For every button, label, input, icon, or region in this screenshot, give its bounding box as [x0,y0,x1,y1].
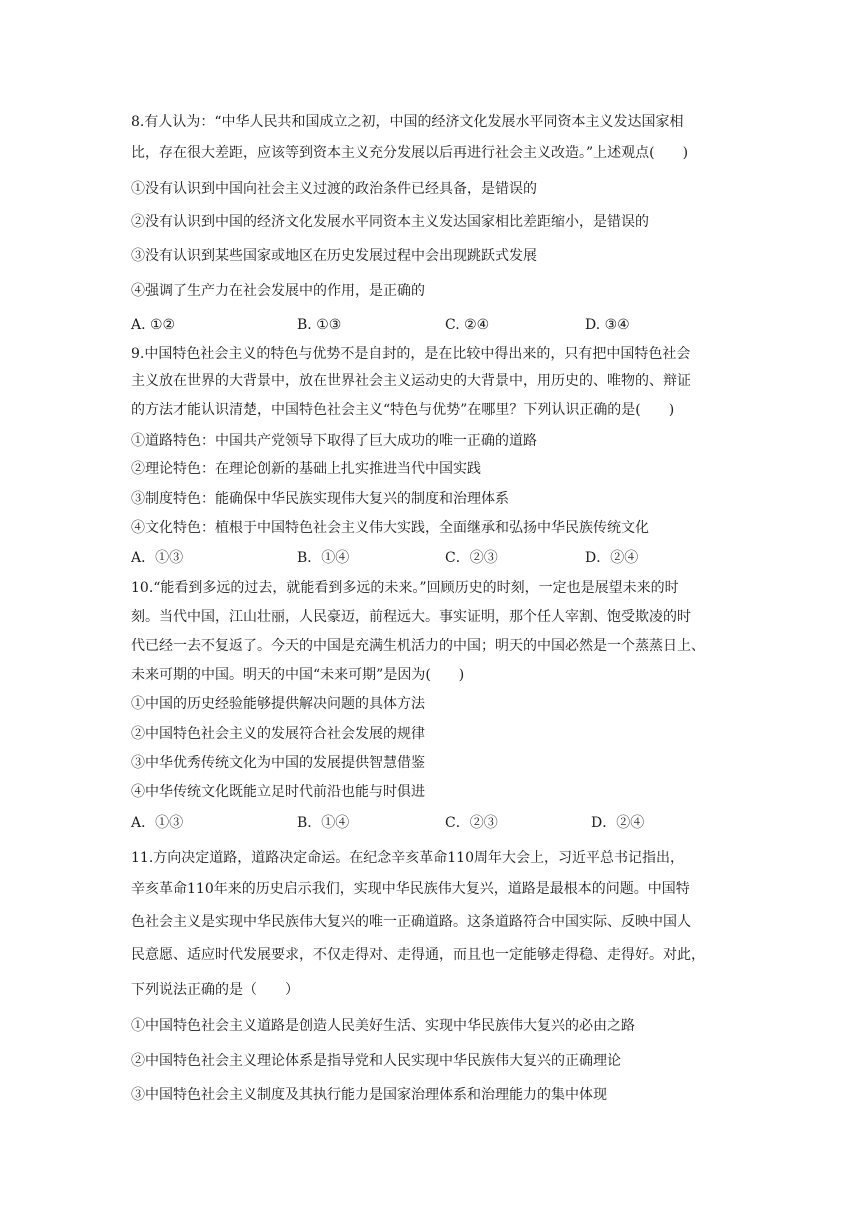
question-10-option-a[interactable]: A．①③ [131,815,184,831]
question-10-statement-4: ④中华传统文化既能立足时代前沿也能与时俱进 [131,784,425,800]
question-8-option-b[interactable]: B. ①③ [297,317,342,333]
question-9-option-d[interactable]: D．②④ [585,550,639,566]
question-9-options [131,549,731,567]
question-8-stem-line-1: 8.有人认为：“中华人民共和国成立之初，中国的经济文化发展水平同资本主义发达国家相 [131,114,684,130]
question-11-stem-line-1: 11.方向决定道路，道路决定命运。在纪念辛亥革命110周年大会上，习近平总书记指出， [131,850,684,866]
question-8-statement-2: ②没有认识到中国的经济文化发展水平同资本主义发达国家相比差距缩小，是错误的 [131,214,649,230]
question-8-statement-4: ④强调了生产力在社会发展中的作用，是正确的 [131,283,425,299]
question-9-statement-3: ③制度特色：能确保中华民族实现伟大复兴的制度和治理体系 [131,491,509,507]
question-9-stem-line-1: 9.中国特色社会主义的特色与优势不是自封的，是在比较中得出来的，只有把中国特色社会 [131,346,691,362]
question-10-option-d[interactable]: D．②④ [591,815,645,831]
question-8-stem-line-2: 比，存在很大差距，应该等到资本主义充分发展以后再进行社会主义改造。”上述观点( ) [131,145,689,161]
question-9-statement-4: ④文化特色：植根于中国特色社会主义伟大实践，全面继承和弘扬中华民族传统文化 [131,520,649,536]
question-11-statement-2: ②中国特色社会主义理论体系是指导党和人民实现中华民族伟大复兴的正确理论 [131,1053,621,1069]
question-11-stem-line-2: 辛亥革命110年来的历史启示我们，实现中华民族伟大复兴，道路是最根本的问题。中国特 [131,881,690,897]
question-9-stem-line-2: 主义放在世界的大背景中，放在世界社会主义运动史的大背景中，用历史的、唯物的、辩证 [131,373,691,389]
question-8-option-d[interactable]: D. ③④ [585,317,630,333]
question-10-options [131,814,731,832]
question-10-statement-1: ①中国的历史经验能够提供解决问题的具体方法 [131,696,425,712]
question-8-statement-3: ③没有认识到某些国家或地区在历史发展过程中会出现跳跃式发展 [131,248,537,264]
question-10-stem-line-1: 10.“能看到多远的过去，就能看到多远的未来。”回顾历史的时刻，一定也是展望未来的时 [131,580,679,596]
question-10-stem-line-4: 未来可期的中国。明天的中国“未来可期”是因为( ) [131,667,465,683]
question-8-options [131,316,731,334]
question-10-statement-3: ③中华优秀传统文化为中国的发展提供智慧借鉴 [131,755,425,771]
question-10-option-b[interactable]: B．①④ [297,815,350,831]
question-9-option-b[interactable]: B．①④ [297,550,350,566]
question-11-stem-line-4: 民意愿、适应时代发展要求，不仅走得对、走得通，而且也一定能够走得稳、走得好。对此， [131,947,705,963]
question-11-statement-3: ③中国特色社会主义制度及其执行能力是国家治理体系和治理能力的集中体现 [131,1087,607,1103]
question-11-stem-line-5: 下列说法正确的是（ ） [131,982,299,998]
question-8-option-a[interactable]: A. ①② [131,317,176,333]
question-11-statement-1: ①中国特色社会主义道路是创造人民美好生活、实现中华民族伟大复兴的必由之路 [131,1018,635,1034]
question-10-stem-line-3: 代已经一去不复返了。今天的中国是充满生机活力的中国；明天的中国必然是一个蒸蒸日上、 [131,638,705,654]
question-10-statement-2: ②中国特色社会主义的发展符合社会发展的规律 [131,726,425,742]
question-9-option-a[interactable]: A．①③ [131,550,184,566]
question-9-statement-2: ②理论特色：在理论创新的基础上扎实推进当代中国实践 [131,461,481,477]
question-10-stem-line-2: 刻。当代中国，江山壮丽，人民豪迈，前程远大。事实证明，那个任人宰割、饱受欺凌的时 [131,609,691,625]
question-10-option-c[interactable]: C．②③ [445,815,498,831]
question-9-stem-line-3: 的方法才能认识清楚，中国特色社会主义“特色与优势”在哪里？下列认识正确的是( ) [131,402,675,418]
question-8-statement-1: ①没有认识到中国向社会主义过渡的政治条件已经具备，是错误的 [131,181,537,197]
question-8-option-c[interactable]: C. ②④ [445,317,490,333]
question-9-option-c[interactable]: C．②③ [445,550,498,566]
question-11-stem-line-3: 色社会主义是实现中华民族伟大复兴的唯一正确道路。这条道路符合中国实际、反映中国人 [131,914,691,930]
question-9-statement-1: ①道路特色：中国共产党领导下取得了巨大成功的唯一正确的道路 [131,433,537,449]
